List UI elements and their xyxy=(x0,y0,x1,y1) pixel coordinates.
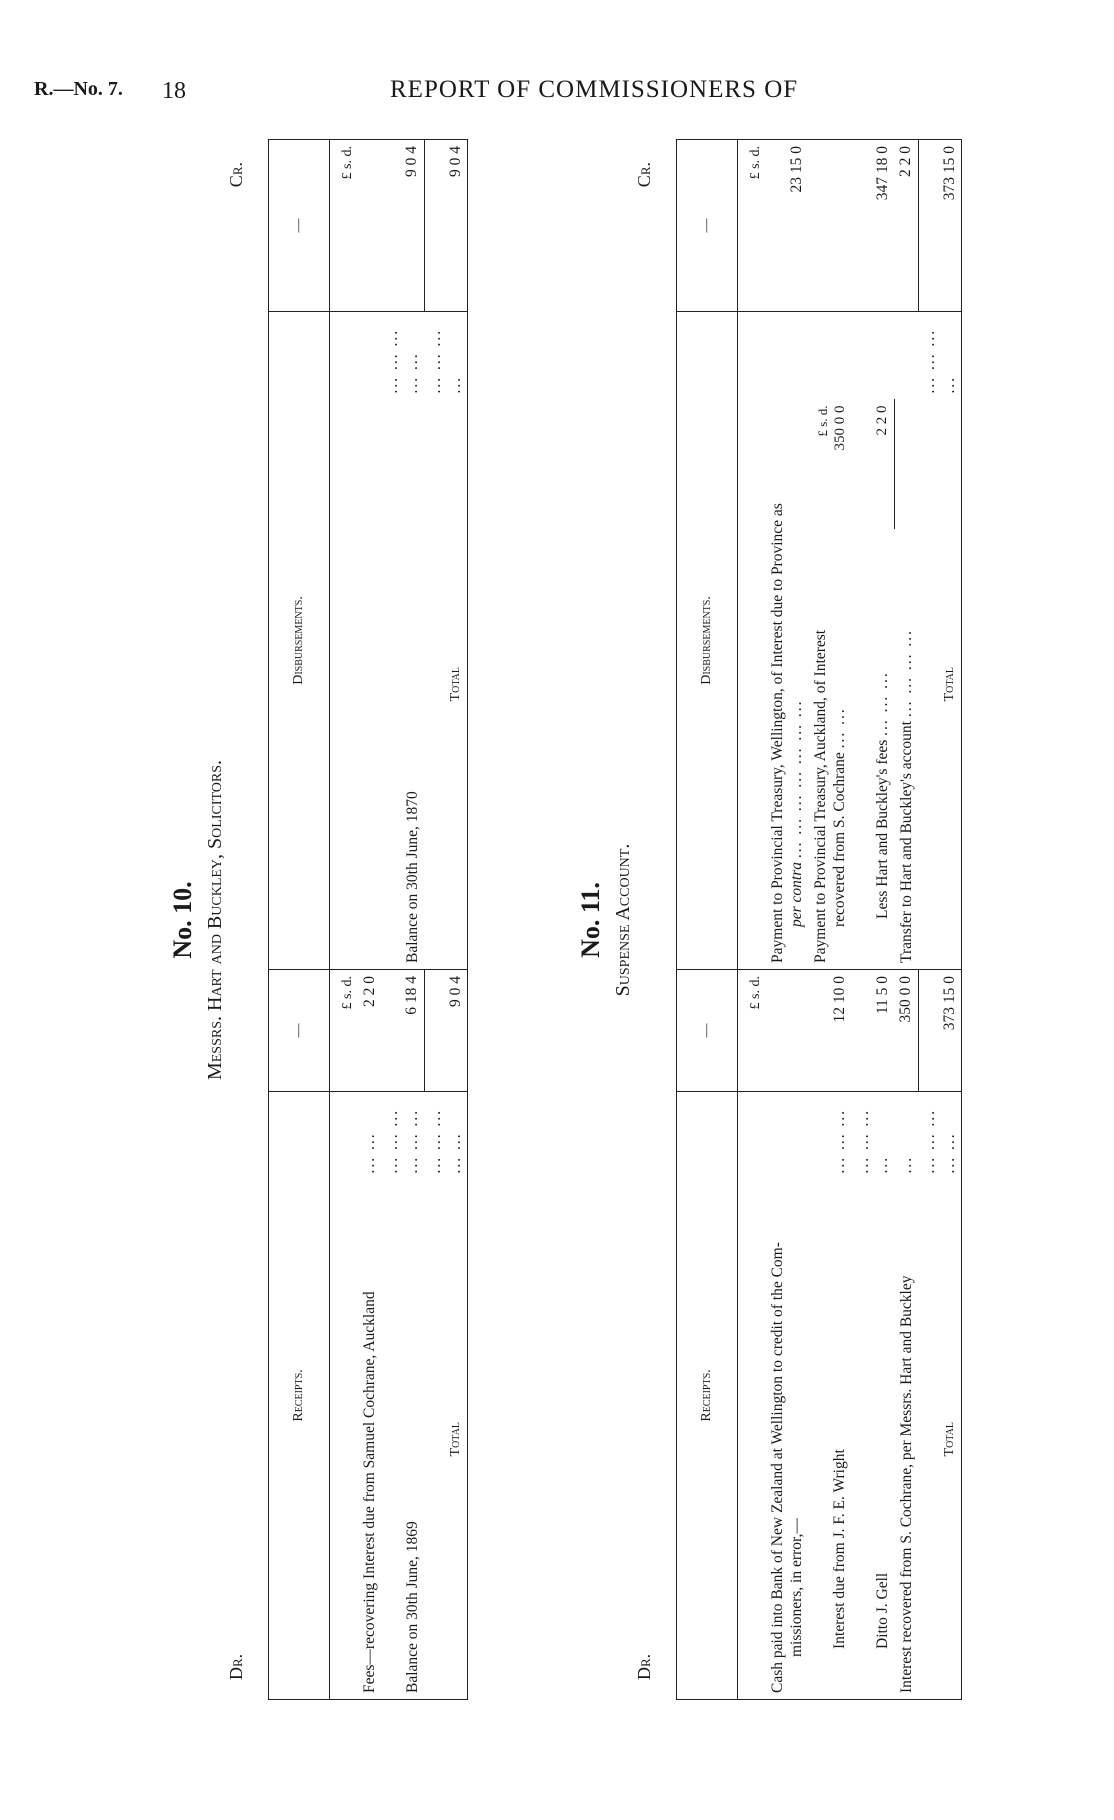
receipt-amount: 6 18 4 xyxy=(381,969,424,1091)
table-header-row xyxy=(677,139,738,1699)
page-number: 18 xyxy=(162,78,186,104)
leader-dots: ... ... ... ... ... xyxy=(918,1091,961,1179)
total-receipts: 9 0 4 xyxy=(424,969,467,1091)
leader-dots: ... ... ... ... xyxy=(854,1108,891,1174)
units-row xyxy=(330,139,359,1699)
receipt-amount: 11 5 0 xyxy=(852,969,895,1091)
credit-marker: Cr. xyxy=(226,162,246,188)
amount-column-heading: — xyxy=(677,139,738,311)
receipts-heading: Receipts. xyxy=(677,1091,738,1699)
leader-dots: ... ... ... ... ... ... xyxy=(384,1108,421,1174)
leader-dots: ... ... ... ... ... ... ... xyxy=(788,699,806,859)
total-label: Total xyxy=(424,399,467,969)
statement-heading xyxy=(160,140,268,1700)
leader-dots: ... ... ... xyxy=(873,671,891,736)
running-title: REPORT OF COMMISSIONERS OF xyxy=(390,76,799,103)
table-row xyxy=(766,139,809,1699)
account-table xyxy=(676,139,962,1700)
leader-dots: ... ... ... ... xyxy=(897,629,915,718)
disbursement-amount: 347 18 0 xyxy=(852,139,895,311)
disbursement-amount: 23 15 0 xyxy=(766,139,809,311)
leader-dots: ... ... ... ... xyxy=(424,311,467,399)
disbursements-heading: Disbursements. xyxy=(269,311,330,969)
receipt-label-line: Cash paid into Bank of New Zealand at Wellington to credit of the Com- xyxy=(769,1242,786,1693)
table-row xyxy=(358,139,381,1699)
receipt-amount: 2 2 0 xyxy=(358,969,381,1091)
disbursement-label xyxy=(766,311,809,969)
total-disbursements: 9 0 4 xyxy=(424,139,467,311)
statement-number: No. 11. xyxy=(576,882,605,958)
table-row xyxy=(894,139,918,1699)
statement-no-11 xyxy=(568,140,1064,1700)
disbursement-label-line: Payment to Provincial Treasury, Wellington, of Interest due to Province as xyxy=(769,503,786,963)
currency-units: £ s. d. xyxy=(738,139,767,311)
table-row xyxy=(852,139,895,1699)
units-row xyxy=(738,139,767,1699)
latin-phrase: per contra xyxy=(788,861,806,927)
credit-marker: Cr. xyxy=(634,162,654,188)
table-row xyxy=(381,139,424,1699)
table-header-row xyxy=(269,139,330,1699)
statement-heading xyxy=(568,140,676,1700)
receipt-label: Ditto J. Gell xyxy=(852,1180,895,1700)
disbursement-label: Transfer to Hart and Buckley's account ... ... ... ... xyxy=(894,399,918,969)
receipt-amount: 350 0 0 xyxy=(894,969,918,1091)
debit-marker: Dr. xyxy=(634,1653,654,1680)
leader-dots: ... ... xyxy=(831,707,849,749)
total-disbursements: 373 15 0 xyxy=(918,139,961,311)
statement-subtitle: Messrs. Hart and Buckley, Solicitors. xyxy=(204,759,226,1081)
receipt-label xyxy=(766,1091,809,1699)
total-label: Total xyxy=(918,1180,961,1700)
total-row xyxy=(918,139,961,1699)
statement-no-10 xyxy=(160,140,530,1700)
document-reference: R.—No. 7. xyxy=(34,78,123,100)
amount-column-heading: — xyxy=(269,139,330,311)
inner-amount xyxy=(809,399,852,529)
amount-column-heading: — xyxy=(677,969,738,1091)
page-header xyxy=(0,0,1114,130)
currency-units: £ s. d. xyxy=(738,969,767,1091)
debit-marker: Dr. xyxy=(226,1653,246,1680)
currency-units: £ s. d. xyxy=(814,405,830,437)
total-label: Total xyxy=(918,399,961,969)
currency-units: £ s. d. xyxy=(330,969,359,1091)
leader-dots: ... ... ... ... ... xyxy=(424,1091,467,1179)
currency-units: £ s. d. xyxy=(330,139,359,311)
receipt-label: Interest due from J. F. E. Wright xyxy=(809,1180,852,1700)
inner-amount-value: 350 0 0 xyxy=(831,405,848,451)
receipt-label: Interest recovered from S. Cochrane, per Messrs. Hart and Buckley xyxy=(894,1180,918,1700)
statement-number: No. 10. xyxy=(168,881,197,959)
receipts-heading: Receipts. xyxy=(269,1091,330,1699)
total-receipts: 373 15 0 xyxy=(918,969,961,1091)
receipt-label: Balance on 30th June, 1869 xyxy=(381,1180,424,1700)
statement-subtitle: Suspense Account. xyxy=(612,843,634,997)
disbursement-amount: 9 0 4 xyxy=(381,139,424,311)
leader-dots: ... ... ... xyxy=(831,1108,849,1174)
receipt-amount: 12 10 0 xyxy=(809,969,852,1091)
receipt-label-line: missioners, in error,— xyxy=(788,1518,806,1657)
leader-dots: ... xyxy=(897,1155,915,1174)
leader-dots: ... ... ... ... xyxy=(918,311,961,399)
leader-dots: ... ... xyxy=(361,1132,378,1174)
inner-amount: 2 2 0 xyxy=(852,399,895,529)
total-row xyxy=(424,139,467,1699)
amount-column-heading: — xyxy=(269,969,330,1091)
disbursement-amount: 2 2 0 xyxy=(894,139,918,311)
total-label: Total xyxy=(424,1180,467,1700)
disbursements-heading: Disbursements. xyxy=(677,311,738,969)
disbursement-label xyxy=(809,529,852,969)
disbursement-label: Balance on 30th June, 1870 xyxy=(381,399,424,969)
disbursement-label-line: recovered from S. Cochrane ... ... xyxy=(831,707,849,927)
leader-dots: ... ... ... ... ... xyxy=(384,328,421,394)
disbursement-label: Less Hart and Buckley's fees ... ... ... xyxy=(852,529,895,969)
receipt-label: Fees—recovering Interest due from Samuel Cochrane, Auckland xyxy=(358,1180,381,1700)
table-row xyxy=(809,139,852,1699)
account-table xyxy=(268,139,468,1700)
disbursement-label-line: Payment to Provincial Treasury, Auckland, of Interest xyxy=(811,629,829,963)
disbursement-label-line xyxy=(787,318,806,963)
